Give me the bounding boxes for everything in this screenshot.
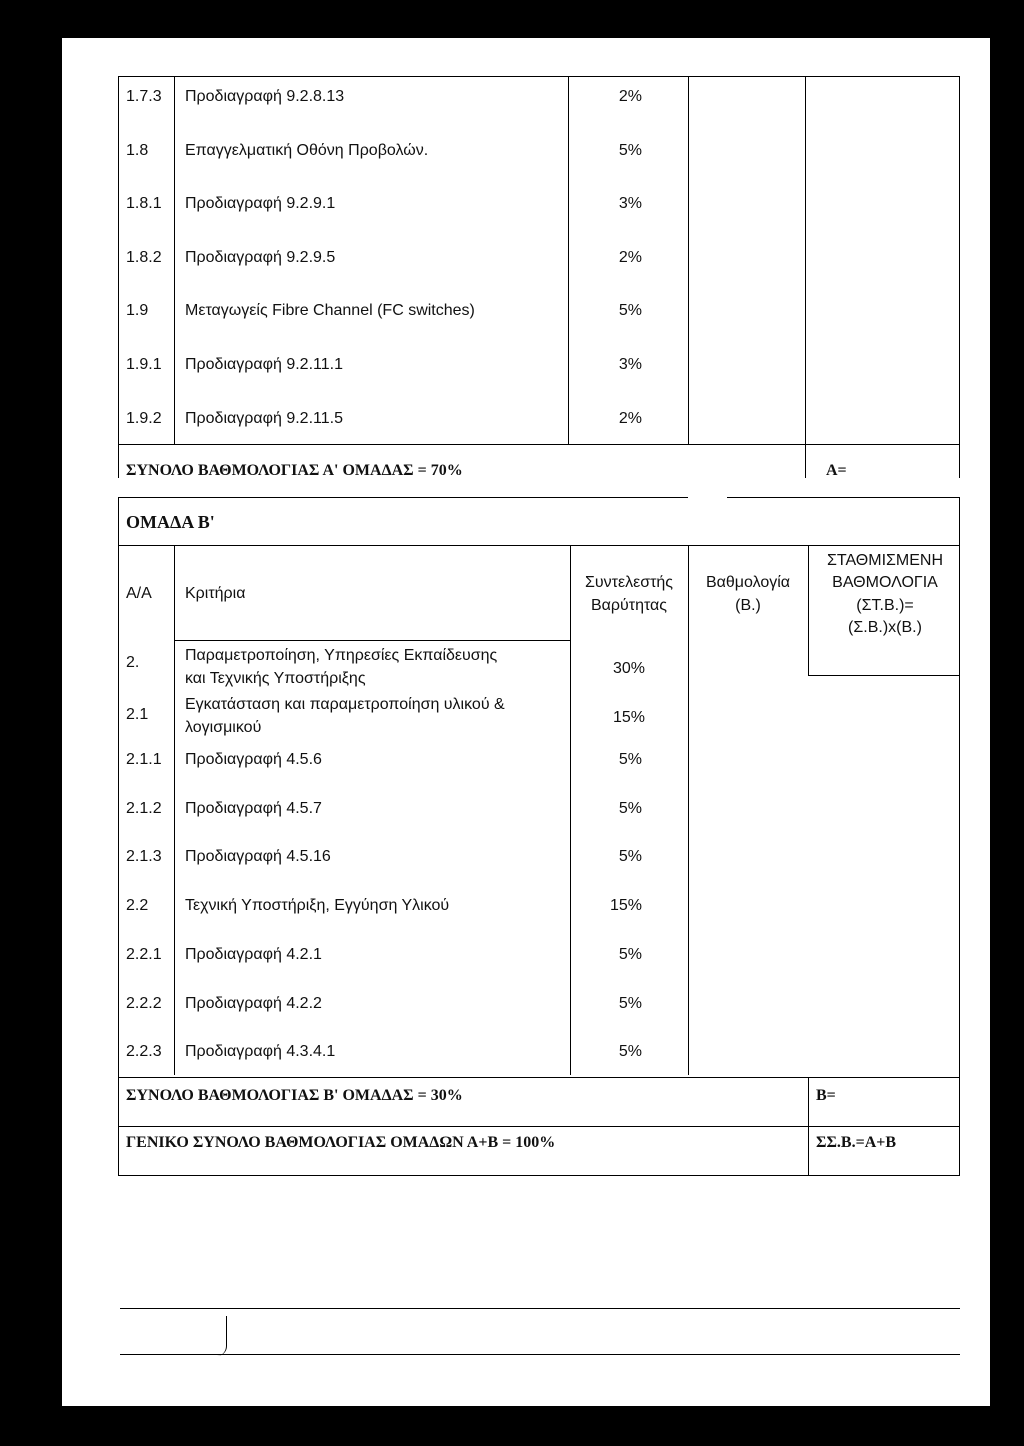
group-b-total-result: Β= xyxy=(816,1087,836,1104)
row-2-label-line2: και Τεχνικής Υποστήριξης xyxy=(185,670,366,687)
row-id: 1.8 xyxy=(126,141,149,159)
grid-v-line xyxy=(118,1131,119,1175)
header-weighted-line3: (ΣΤ.Β.)= xyxy=(856,597,914,614)
row-weight: 5% xyxy=(618,302,642,320)
footer-bracket-mark xyxy=(216,1316,227,1356)
grand-total-result: ΣΣ.Β.=Α+Β xyxy=(816,1134,897,1151)
row-weight: 2% xyxy=(618,88,642,105)
group-b-total-label: ΣΥΝΟΛΟ ΒΑΘΜΟΛΟΓΙΑΣ Β' ΟΜΑΔΑΣ = 30% xyxy=(126,1087,463,1104)
row-weight: 5% xyxy=(618,994,642,1012)
header-score-line2: (Β.) xyxy=(735,597,761,614)
grid-left-border xyxy=(118,497,119,1131)
row-label: Επαγγελματική Οθόνη Προβολών. xyxy=(185,141,429,159)
row-weight: 3% xyxy=(618,356,642,373)
grid-v-line xyxy=(174,545,175,1075)
header-id: Α/Α xyxy=(126,585,152,602)
row-id: 2.2 xyxy=(126,897,149,915)
grid-v-line xyxy=(688,545,689,1075)
row-label: Προδιαγραφή 4.2.2 xyxy=(185,994,322,1012)
row-label: Προδιαγραφή 4.5.16 xyxy=(185,848,331,866)
row-weight: 3% xyxy=(618,195,642,213)
row-weight: 5% xyxy=(618,799,642,817)
grid-v-line xyxy=(174,76,175,444)
row-id: 1.8.2 xyxy=(126,248,162,266)
row-2-1-weight: 15% xyxy=(612,709,646,726)
row-weight: 15% xyxy=(609,897,642,915)
row-id: 1.7.3 xyxy=(126,88,162,105)
row-2-1-id: 2.1 xyxy=(126,706,149,723)
grid-v-line xyxy=(808,545,809,675)
row-id: 1.9 xyxy=(126,302,149,320)
row-label: Προδιαγραφή 9.2.9.1 xyxy=(185,195,336,213)
grid-bottom-border xyxy=(118,1175,960,1176)
row-id: 1.9.2 xyxy=(126,409,162,427)
header-weighted-line4: (Σ.Β.)x(Β.) xyxy=(848,619,922,636)
row-2-id: 2. xyxy=(126,654,140,671)
grid-line-above-group-b xyxy=(118,497,688,498)
row-id: 1.9.1 xyxy=(126,356,162,373)
header-score-line1: Βαθμολογία xyxy=(705,574,791,591)
grid-line-above-group-b-right xyxy=(727,497,960,498)
grid-line-above-total-a xyxy=(118,444,960,445)
row-label: Προδιαγραφή 4.3.4.1 xyxy=(185,1043,336,1061)
row-weight: 5% xyxy=(618,751,642,768)
header-weighted-line1: ΣΤΑΘΜΙΣΜΕΝΗ xyxy=(826,552,944,569)
grid-v-line xyxy=(805,76,806,478)
group-a-total-label: ΣΥΝΟΛΟ ΒΑΘΜΟΛΟΓΙΑΣ Α' ΟΜΑΔΑΣ = 70% xyxy=(126,462,463,479)
row-id: 2.1.1 xyxy=(126,751,162,768)
row-weight: 5% xyxy=(618,141,642,159)
header-weighted-line2: ΒΑΘΜΟΛΟΓΙΑ xyxy=(832,574,938,591)
grid-right-border xyxy=(959,497,960,1175)
row-id: 2.2.2 xyxy=(126,994,162,1012)
grid-left-border-top xyxy=(118,76,119,478)
row-id: 2.1.2 xyxy=(126,799,162,817)
grid-v-line xyxy=(959,76,960,478)
header-criteria: Κριτήρια xyxy=(185,585,246,602)
row-id: 2.2.1 xyxy=(126,945,162,963)
row-label: Προδιαγραφή 4.5.7 xyxy=(185,799,322,817)
row-2-label-line1: Παραμετροποίηση, Υπηρεσίες Εκπαίδευσης xyxy=(185,647,498,664)
row-2-1-label-line1: Εγκατάσταση και παραμετροποίηση υλικού & xyxy=(185,696,505,713)
row-label: Προδιαγραφή 9.2.11.5 xyxy=(185,409,343,427)
grid-line-above-grand-total xyxy=(118,1126,960,1127)
grid-line-under-group-title xyxy=(118,545,960,546)
grid-top-border xyxy=(118,76,960,77)
row-label: Τεχνική Υποστήριξη, Εγγύηση Υλικού xyxy=(185,897,450,915)
row-weight: 5% xyxy=(618,848,642,866)
row-weight: 2% xyxy=(618,248,642,266)
group-a-total-result: Α= xyxy=(826,462,847,479)
row-2-1-label-line2: λογισμικού xyxy=(185,719,262,736)
header-weight-line1: Συντελεστής xyxy=(584,574,674,591)
grid-line-above-total-b xyxy=(118,1077,960,1078)
grid-v-line xyxy=(570,545,571,1075)
row-label: Μεταγωγείς Fibre Channel (FC switches) xyxy=(185,302,475,320)
grid-v-line xyxy=(568,76,569,444)
row-weight: 5% xyxy=(618,945,642,963)
row-label: Προδιαγραφή 9.2.9.5 xyxy=(185,248,336,266)
row-weight: 2% xyxy=(618,409,642,427)
row-label: Προδιαγραφή 9.2.8.13 xyxy=(185,88,345,105)
row-label: Προδιαγραφή 9.2.11.1 xyxy=(185,356,343,373)
footer-rule-top xyxy=(120,1308,960,1309)
row-weight: 5% xyxy=(618,1043,642,1061)
grid-line-criteria-split xyxy=(174,640,570,641)
row-2-weight: 30% xyxy=(612,660,646,677)
grid-line-weighted-header xyxy=(808,675,960,676)
row-label: Προδιαγραφή 4.5.6 xyxy=(185,751,322,768)
row-id: 1.8.1 xyxy=(126,195,162,213)
row-label: Προδιαγραφή 4.2.1 xyxy=(185,945,322,963)
footer-rule-bottom xyxy=(120,1354,960,1355)
row-id: 2.2.3 xyxy=(126,1043,162,1061)
group-b-title: ΟΜΑΔΑ Β' xyxy=(126,512,215,532)
grand-total-label: ΓΕΝΙΚΟ ΣΥΝΟΛΟ ΒΑΘΜΟΛΟΓΙΑΣ ΟΜΑΔΩΝ Α+Β = 100% xyxy=(126,1134,556,1151)
grid-v-line xyxy=(688,76,689,444)
row-id: 2.1.3 xyxy=(126,848,162,866)
header-weight-line2: Βαρύτητας xyxy=(590,597,668,614)
